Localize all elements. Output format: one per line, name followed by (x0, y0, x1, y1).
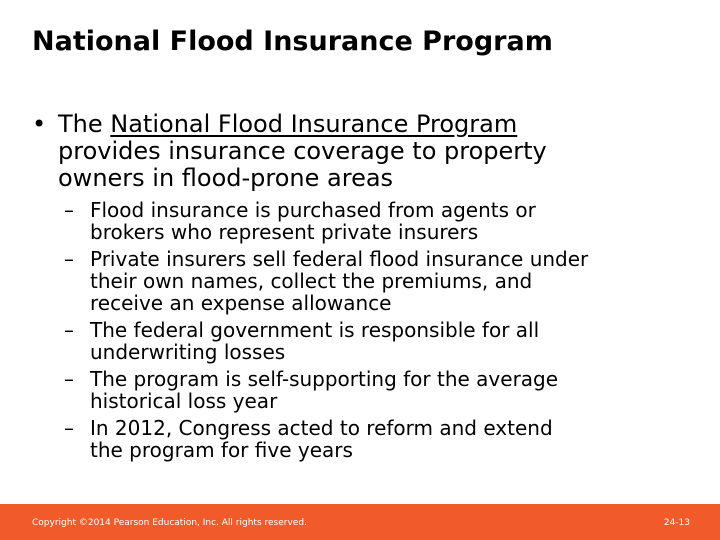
dash-marker: – (64, 198, 74, 222)
sub-bullet-line: In 2012, Congress acted to reform and extend (90, 416, 553, 440)
sub-bullet-line: underwriting losses (90, 340, 286, 364)
sub-bullet-line: receive an expense allowance (90, 291, 392, 315)
page-number: 24-13 (663, 518, 690, 528)
sub-bullet-line: the program for five years (90, 438, 353, 462)
sub-bullet-text (90, 416, 704, 462)
sub-bullet-text (90, 198, 704, 244)
dash-marker: – (64, 367, 74, 391)
sub-bullet-item (64, 247, 704, 315)
footer-bar (0, 504, 720, 540)
sub-bullet-list (64, 198, 704, 465)
slide-title: National Flood Insurance Program (32, 26, 553, 57)
sub-bullet-line: The federal government is responsible for all (90, 318, 540, 342)
sub-bullet-line: their own names, collect the premiums, and (90, 269, 533, 293)
dash-marker: – (64, 416, 74, 440)
main-bullet-line (58, 111, 672, 138)
sub-bullet-item (64, 198, 704, 244)
copyright-notice: Copyright ©2014 Pearson Education, Inc. All rights reserved. (32, 518, 307, 528)
sub-bullet-line: Flood insurance is purchased from agents or (90, 198, 536, 222)
main-bullet (32, 111, 672, 192)
sub-bullet-line: brokers who represent private insurers (90, 220, 479, 244)
sub-bullet-text (90, 367, 704, 413)
sub-bullet-line: The program is self-supporting for the average (90, 367, 559, 391)
main-bullet-line: owners in flood-prone areas (58, 164, 394, 192)
main-bullet-line: provides insurance coverage to property (58, 137, 547, 165)
sub-bullet-item (64, 367, 704, 413)
sub-bullet-line: Private insurers sell federal flood insurance under (90, 247, 589, 271)
bullet-marker: • (32, 110, 47, 138)
dash-marker: – (64, 318, 74, 342)
sub-bullet-text (90, 247, 704, 315)
nfip-link[interactable]: National Flood Insurance Program (110, 110, 518, 138)
sub-bullet-line: historical loss year (90, 389, 278, 413)
main-bullet-prefix: The (58, 110, 111, 138)
dash-marker: – (64, 247, 74, 271)
sub-bullet-item (64, 318, 704, 364)
sub-bullet-item (64, 416, 704, 462)
main-bullet-text (58, 111, 672, 192)
sub-bullet-text (90, 318, 704, 364)
